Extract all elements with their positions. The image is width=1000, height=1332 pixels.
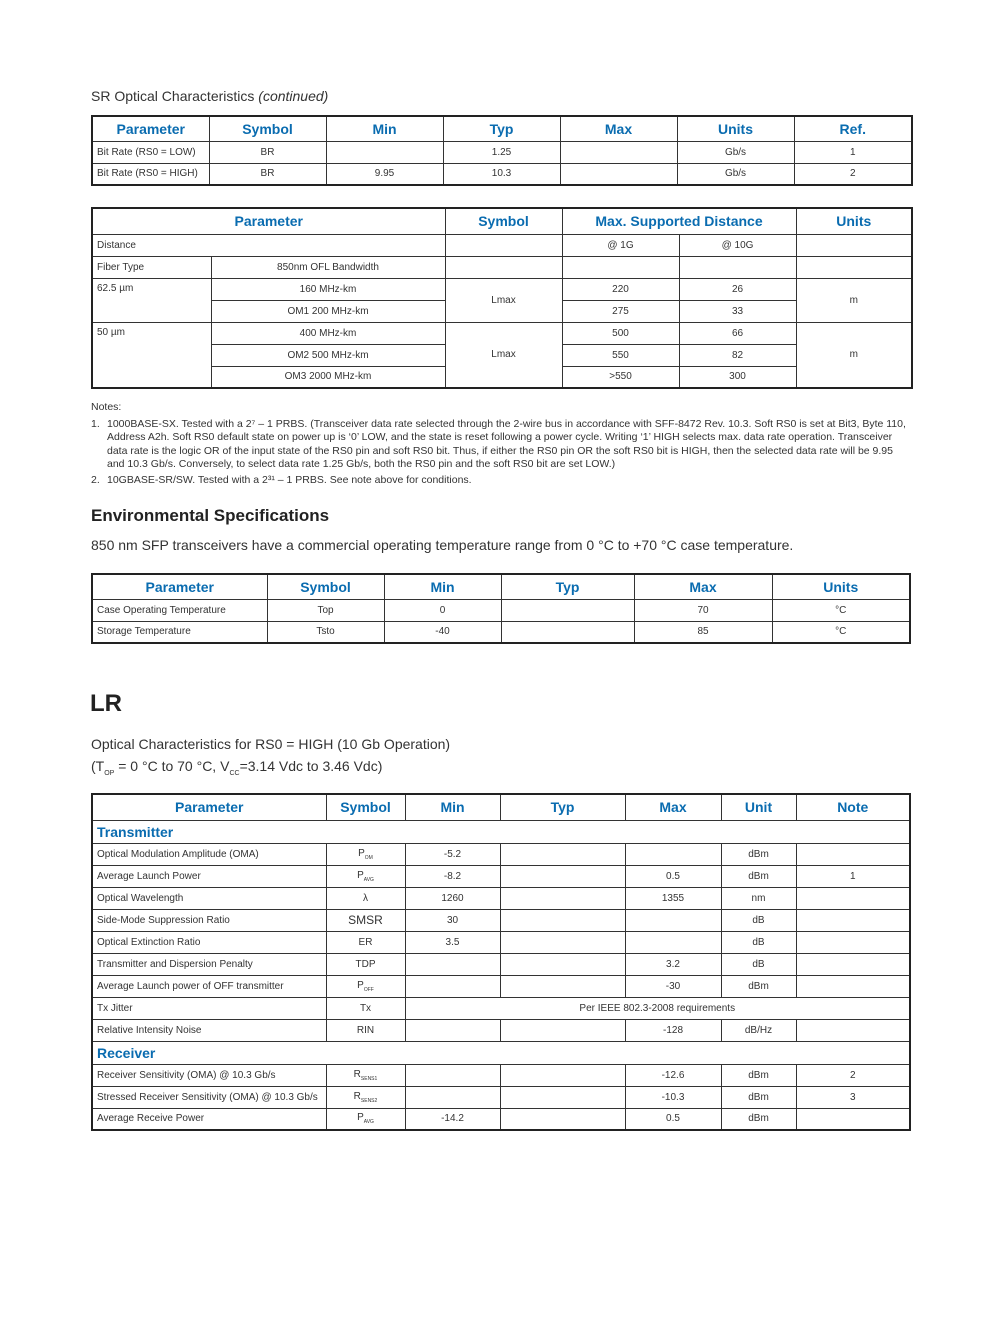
cell xyxy=(445,234,562,256)
cell: 10.3 xyxy=(443,163,560,185)
col-parameter: Parameter xyxy=(92,574,267,599)
symbol-cell xyxy=(326,865,405,887)
sr-caption-continued: (continued) xyxy=(258,88,329,104)
symbol: R xyxy=(353,1068,361,1080)
at-10g: @ 10G xyxy=(679,234,796,256)
cell xyxy=(796,931,910,953)
symbol-subscript: OM xyxy=(364,854,373,861)
symbol: ER xyxy=(358,936,373,948)
cell: Lmax xyxy=(445,322,562,388)
cond-text: =3.14 Vdc to 3.46 Vdc) xyxy=(239,758,383,774)
note-item xyxy=(91,474,906,488)
col-typ: Typ xyxy=(500,794,625,820)
cell: Relative Intensity Noise xyxy=(92,1019,326,1041)
cell: °C xyxy=(772,621,910,643)
cell: dB xyxy=(721,953,796,975)
symbol: λ xyxy=(363,892,368,904)
cell: dB/Hz xyxy=(721,1019,796,1041)
cell: Top xyxy=(267,599,384,621)
cell: 0.5 xyxy=(625,865,721,887)
env-table xyxy=(91,573,911,644)
col-symbol: Symbol xyxy=(267,574,384,599)
env-description: 850 nm SFP transceivers have a commercial operating temperature range from 0 °C to +70 °C case temperature. xyxy=(91,537,794,553)
symbol-subscript: SENS2 xyxy=(360,1097,378,1104)
notes xyxy=(91,401,906,487)
cell: 70 xyxy=(634,599,772,621)
sr-caption xyxy=(91,88,328,104)
cell: m xyxy=(796,322,912,388)
cell: dB xyxy=(721,909,796,931)
cell xyxy=(796,234,912,256)
note-text: 1000BASE-SX. Tested with a 2⁷ – 1 PRBS. (Transceiver data rate selected through the 2-wire bus in accordance with SFF-8472 Rev. 10.3. Soft RS0 is set at Bit3, Byte 110, Address A2h. Soft RS0 default state on power up is ‘0’ LOW, and the state is reset following a power cycle. Writing ‘1’ HIGH selects max. data rate operation. Transceiver data rate is the logic OR of the input state of the RS0 pin and soft RS0 bit. Thus, if either the RS0 pin OR the soft RS0 bit is HIGH, then the selected data rate will be 9.95 and 10.3 Gb/s. Conversely, to select data rate 1.25 Gb/s, both the RS0 pin and the soft RS0 bit are set LOW.) xyxy=(107,417,906,470)
note-text: 10GBASE-SR/SW. Tested with a 2³¹ – 1 PRBS. See note above for conditions. xyxy=(107,473,472,486)
cell: Side-Mode Suppression Ratio xyxy=(92,909,326,931)
cell xyxy=(796,256,912,278)
col-units: Units xyxy=(677,116,794,141)
symbol-cell xyxy=(326,887,405,909)
col-min: Min xyxy=(384,574,501,599)
table-row xyxy=(92,621,910,643)
cell: Stressed Receiver Sensitivity (OMA) @ 10.3 Gb/s xyxy=(92,1086,326,1108)
cell: Average Launch Power xyxy=(92,865,326,887)
distance-label: Distance xyxy=(92,234,445,256)
notes-title: Notes: xyxy=(91,401,122,413)
table-row xyxy=(92,1019,910,1041)
cell: 1260 xyxy=(405,887,500,909)
cell: -128 xyxy=(625,1019,721,1041)
cell xyxy=(796,909,910,931)
col-max: Max xyxy=(634,574,772,599)
note-number: 2. xyxy=(91,473,100,486)
symbol-cell xyxy=(326,1108,405,1130)
cell: dBm xyxy=(721,865,796,887)
cell: Average Launch power of OFF transmitter xyxy=(92,975,326,997)
cell: 300 xyxy=(679,366,796,388)
header-row xyxy=(92,794,910,820)
cell xyxy=(326,141,443,163)
col-min: Min xyxy=(405,794,500,820)
note-item xyxy=(91,418,906,472)
cell: 400 MHz-km xyxy=(211,322,445,344)
symbol-cell xyxy=(326,931,405,953)
cell: Case Operating Temperature xyxy=(92,599,267,621)
col-max: Max xyxy=(560,116,677,141)
header-row xyxy=(92,574,910,599)
cell xyxy=(560,141,677,163)
col-parameter: Parameter xyxy=(92,794,326,820)
table-row xyxy=(92,975,910,997)
cell xyxy=(500,909,625,931)
cell: °C xyxy=(772,599,910,621)
cell: 3.5 xyxy=(405,931,500,953)
symbol-subscript: OFF xyxy=(363,986,374,993)
table-row xyxy=(92,163,912,185)
cell: RIN xyxy=(326,1019,405,1041)
cell xyxy=(562,256,679,278)
cell: 82 xyxy=(679,344,796,366)
col-min: Min xyxy=(326,116,443,141)
cell: Receiver Sensitivity (OMA) @ 10.3 Gb/s xyxy=(92,1064,326,1086)
cell xyxy=(796,1108,910,1130)
fiber-type-label: Fiber Type xyxy=(92,256,211,278)
cell: dBm xyxy=(721,975,796,997)
cell: 2 xyxy=(794,163,912,185)
group-label: 62.5 µm xyxy=(92,278,211,322)
cell xyxy=(501,599,634,621)
cell: 500 xyxy=(562,322,679,344)
receiver-label: Receiver xyxy=(92,1041,910,1064)
cond-sub-cc: CC xyxy=(229,769,240,777)
cell: m xyxy=(796,278,912,322)
table-row xyxy=(92,278,912,300)
cell: 30 xyxy=(405,909,500,931)
sr-caption-main: SR Optical Characteristics xyxy=(91,88,255,104)
cell: dBm xyxy=(721,1086,796,1108)
col-symbol: Symbol xyxy=(445,208,562,234)
cell: -12.6 xyxy=(625,1064,721,1086)
cell: dB xyxy=(721,931,796,953)
cell: 3.2 xyxy=(625,953,721,975)
col-parameter: Parameter xyxy=(92,208,445,234)
fiber-type-value: 850nm OFL Bandwidth xyxy=(211,256,445,278)
cell xyxy=(405,953,500,975)
cell: -8.2 xyxy=(405,865,500,887)
transmitter-label: Transmitter xyxy=(92,820,910,843)
symbol: P xyxy=(357,1112,364,1124)
cell: dBm xyxy=(721,1064,796,1086)
symbol: P xyxy=(357,869,364,881)
sr-distance-table xyxy=(91,207,913,389)
symbol: P xyxy=(357,979,364,991)
cell xyxy=(625,931,721,953)
table-row xyxy=(92,141,912,163)
cell: 220 xyxy=(562,278,679,300)
cell: 1355 xyxy=(625,887,721,909)
header-row xyxy=(92,208,912,234)
cell xyxy=(796,887,910,909)
symbol: P xyxy=(358,847,365,859)
cell: -30 xyxy=(625,975,721,997)
section-row xyxy=(92,1041,910,1064)
cell: -40 xyxy=(384,621,501,643)
cell xyxy=(501,621,634,643)
symbol-cell xyxy=(326,953,405,975)
cell: dBm xyxy=(721,1108,796,1130)
lr-caption: Optical Characteristics for RS0 = HIGH (10 Gb Operation) xyxy=(91,736,451,752)
col-symbol: Symbol xyxy=(209,116,326,141)
table-row xyxy=(92,322,912,344)
cell: 85 xyxy=(634,621,772,643)
col-typ: Typ xyxy=(501,574,634,599)
col-units: Units xyxy=(796,208,912,234)
cell xyxy=(500,1108,625,1130)
cond-text: (T xyxy=(91,758,105,774)
cell: Optical Wavelength xyxy=(92,887,326,909)
cell xyxy=(500,1086,625,1108)
cell xyxy=(560,163,677,185)
symbol-subscript: SENS1 xyxy=(360,1075,378,1082)
cell: 3 xyxy=(796,1086,910,1108)
symbol-cell xyxy=(326,843,405,865)
cell: Gb/s xyxy=(677,141,794,163)
table-row xyxy=(92,599,910,621)
cell xyxy=(500,953,625,975)
cell xyxy=(679,256,796,278)
cell: -10.3 xyxy=(625,1086,721,1108)
cell: 9.95 xyxy=(326,163,443,185)
cell: Lmax xyxy=(445,278,562,322)
col-ref: Ref. xyxy=(794,116,912,141)
lr-conditions xyxy=(91,758,382,777)
cell: >550 xyxy=(562,366,679,388)
cell: 2 xyxy=(796,1064,910,1086)
cell: Bit Rate (RS0 = LOW) xyxy=(92,141,209,163)
col-unit: Unit xyxy=(721,794,796,820)
cell: Optical Modulation Amplitude (OMA) xyxy=(92,843,326,865)
section-row xyxy=(92,820,910,843)
cell: dBm xyxy=(721,843,796,865)
symbol-cell xyxy=(326,975,405,997)
cell: Tx xyxy=(326,997,405,1019)
cell: BR xyxy=(209,141,326,163)
cell: 550 xyxy=(562,344,679,366)
cell: OM2 500 MHz-km xyxy=(211,344,445,366)
cell: nm xyxy=(721,887,796,909)
symbol-cell xyxy=(326,1064,405,1086)
cell xyxy=(500,865,625,887)
table-row xyxy=(92,843,910,865)
cell xyxy=(796,975,910,997)
symbol: R xyxy=(353,1090,361,1102)
symbol-subscript: AVG xyxy=(363,876,374,883)
table-row xyxy=(92,887,910,909)
group-label: 50 µm xyxy=(92,322,211,388)
table-row xyxy=(92,931,910,953)
table-row xyxy=(92,256,912,278)
cell xyxy=(500,975,625,997)
cell: 33 xyxy=(679,300,796,322)
cell: 275 xyxy=(562,300,679,322)
col-typ: Typ xyxy=(443,116,560,141)
cell: 1 xyxy=(794,141,912,163)
cell: Optical Extinction Ratio xyxy=(92,931,326,953)
col-symbol: Symbol xyxy=(326,794,405,820)
symbol: SMSR xyxy=(348,913,383,927)
cell: Gb/s xyxy=(677,163,794,185)
cell: -14.2 xyxy=(405,1108,500,1130)
symbol-cell xyxy=(326,909,405,931)
cell xyxy=(500,887,625,909)
cell: Average Receive Power xyxy=(92,1108,326,1130)
symbol-cell xyxy=(326,1086,405,1108)
cell: 66 xyxy=(679,322,796,344)
symbol-subscript: AVG xyxy=(363,1119,374,1126)
cell: Storage Temperature xyxy=(92,621,267,643)
cell xyxy=(405,975,500,997)
table-row xyxy=(92,1108,910,1130)
table-row xyxy=(92,1064,910,1086)
cell xyxy=(405,1064,500,1086)
col-units: Units xyxy=(772,574,910,599)
cell: BR xyxy=(209,163,326,185)
env-heading: Environmental Specifications xyxy=(91,506,330,525)
col-max-distance: Max. Supported Distance xyxy=(562,208,796,234)
cell xyxy=(796,953,910,975)
cell xyxy=(500,931,625,953)
cell xyxy=(500,843,625,865)
cell: 0.5 xyxy=(625,1108,721,1130)
cell: OM1 200 MHz-km xyxy=(211,300,445,322)
table-row xyxy=(92,909,910,931)
cell: 26 xyxy=(679,278,796,300)
cell xyxy=(405,1086,500,1108)
cell: OM3 2000 MHz-km xyxy=(211,366,445,388)
cell: Tsto xyxy=(267,621,384,643)
cell: 1 xyxy=(796,865,910,887)
cell xyxy=(796,843,910,865)
col-max: Max xyxy=(625,794,721,820)
lr-table xyxy=(91,793,911,1131)
cell xyxy=(500,1064,625,1086)
cell xyxy=(796,1019,910,1041)
col-note: Note xyxy=(796,794,910,820)
cell: Transmitter and Dispersion Penalty xyxy=(92,953,326,975)
jitter-note: Per IEEE 802.3-2008 requirements xyxy=(405,997,910,1019)
lr-heading: LR xyxy=(90,690,122,717)
cell: Tx Jitter xyxy=(92,997,326,1019)
cell: -5.2 xyxy=(405,843,500,865)
table-row xyxy=(92,1086,910,1108)
cell: 160 MHz-km xyxy=(211,278,445,300)
cell: 1.25 xyxy=(443,141,560,163)
cell xyxy=(625,909,721,931)
table-row xyxy=(92,234,912,256)
table-row xyxy=(92,953,910,975)
cond-sub-op: OP xyxy=(104,769,115,777)
cell xyxy=(500,1019,625,1041)
cell xyxy=(405,1019,500,1041)
header-row xyxy=(92,116,912,141)
table-row xyxy=(92,865,910,887)
cell xyxy=(445,256,562,278)
col-parameter: Parameter xyxy=(92,116,209,141)
at-1g: @ 1G xyxy=(562,234,679,256)
sr-bitrate-table xyxy=(91,115,913,186)
cell: 0 xyxy=(384,599,501,621)
symbol: TDP xyxy=(355,958,376,970)
note-number: 1. xyxy=(91,417,100,430)
cond-text: = 0 °C to 70 °C, V xyxy=(114,758,230,774)
cell xyxy=(625,843,721,865)
cell: Bit Rate (RS0 = HIGH) xyxy=(92,163,209,185)
table-row xyxy=(92,997,910,1019)
